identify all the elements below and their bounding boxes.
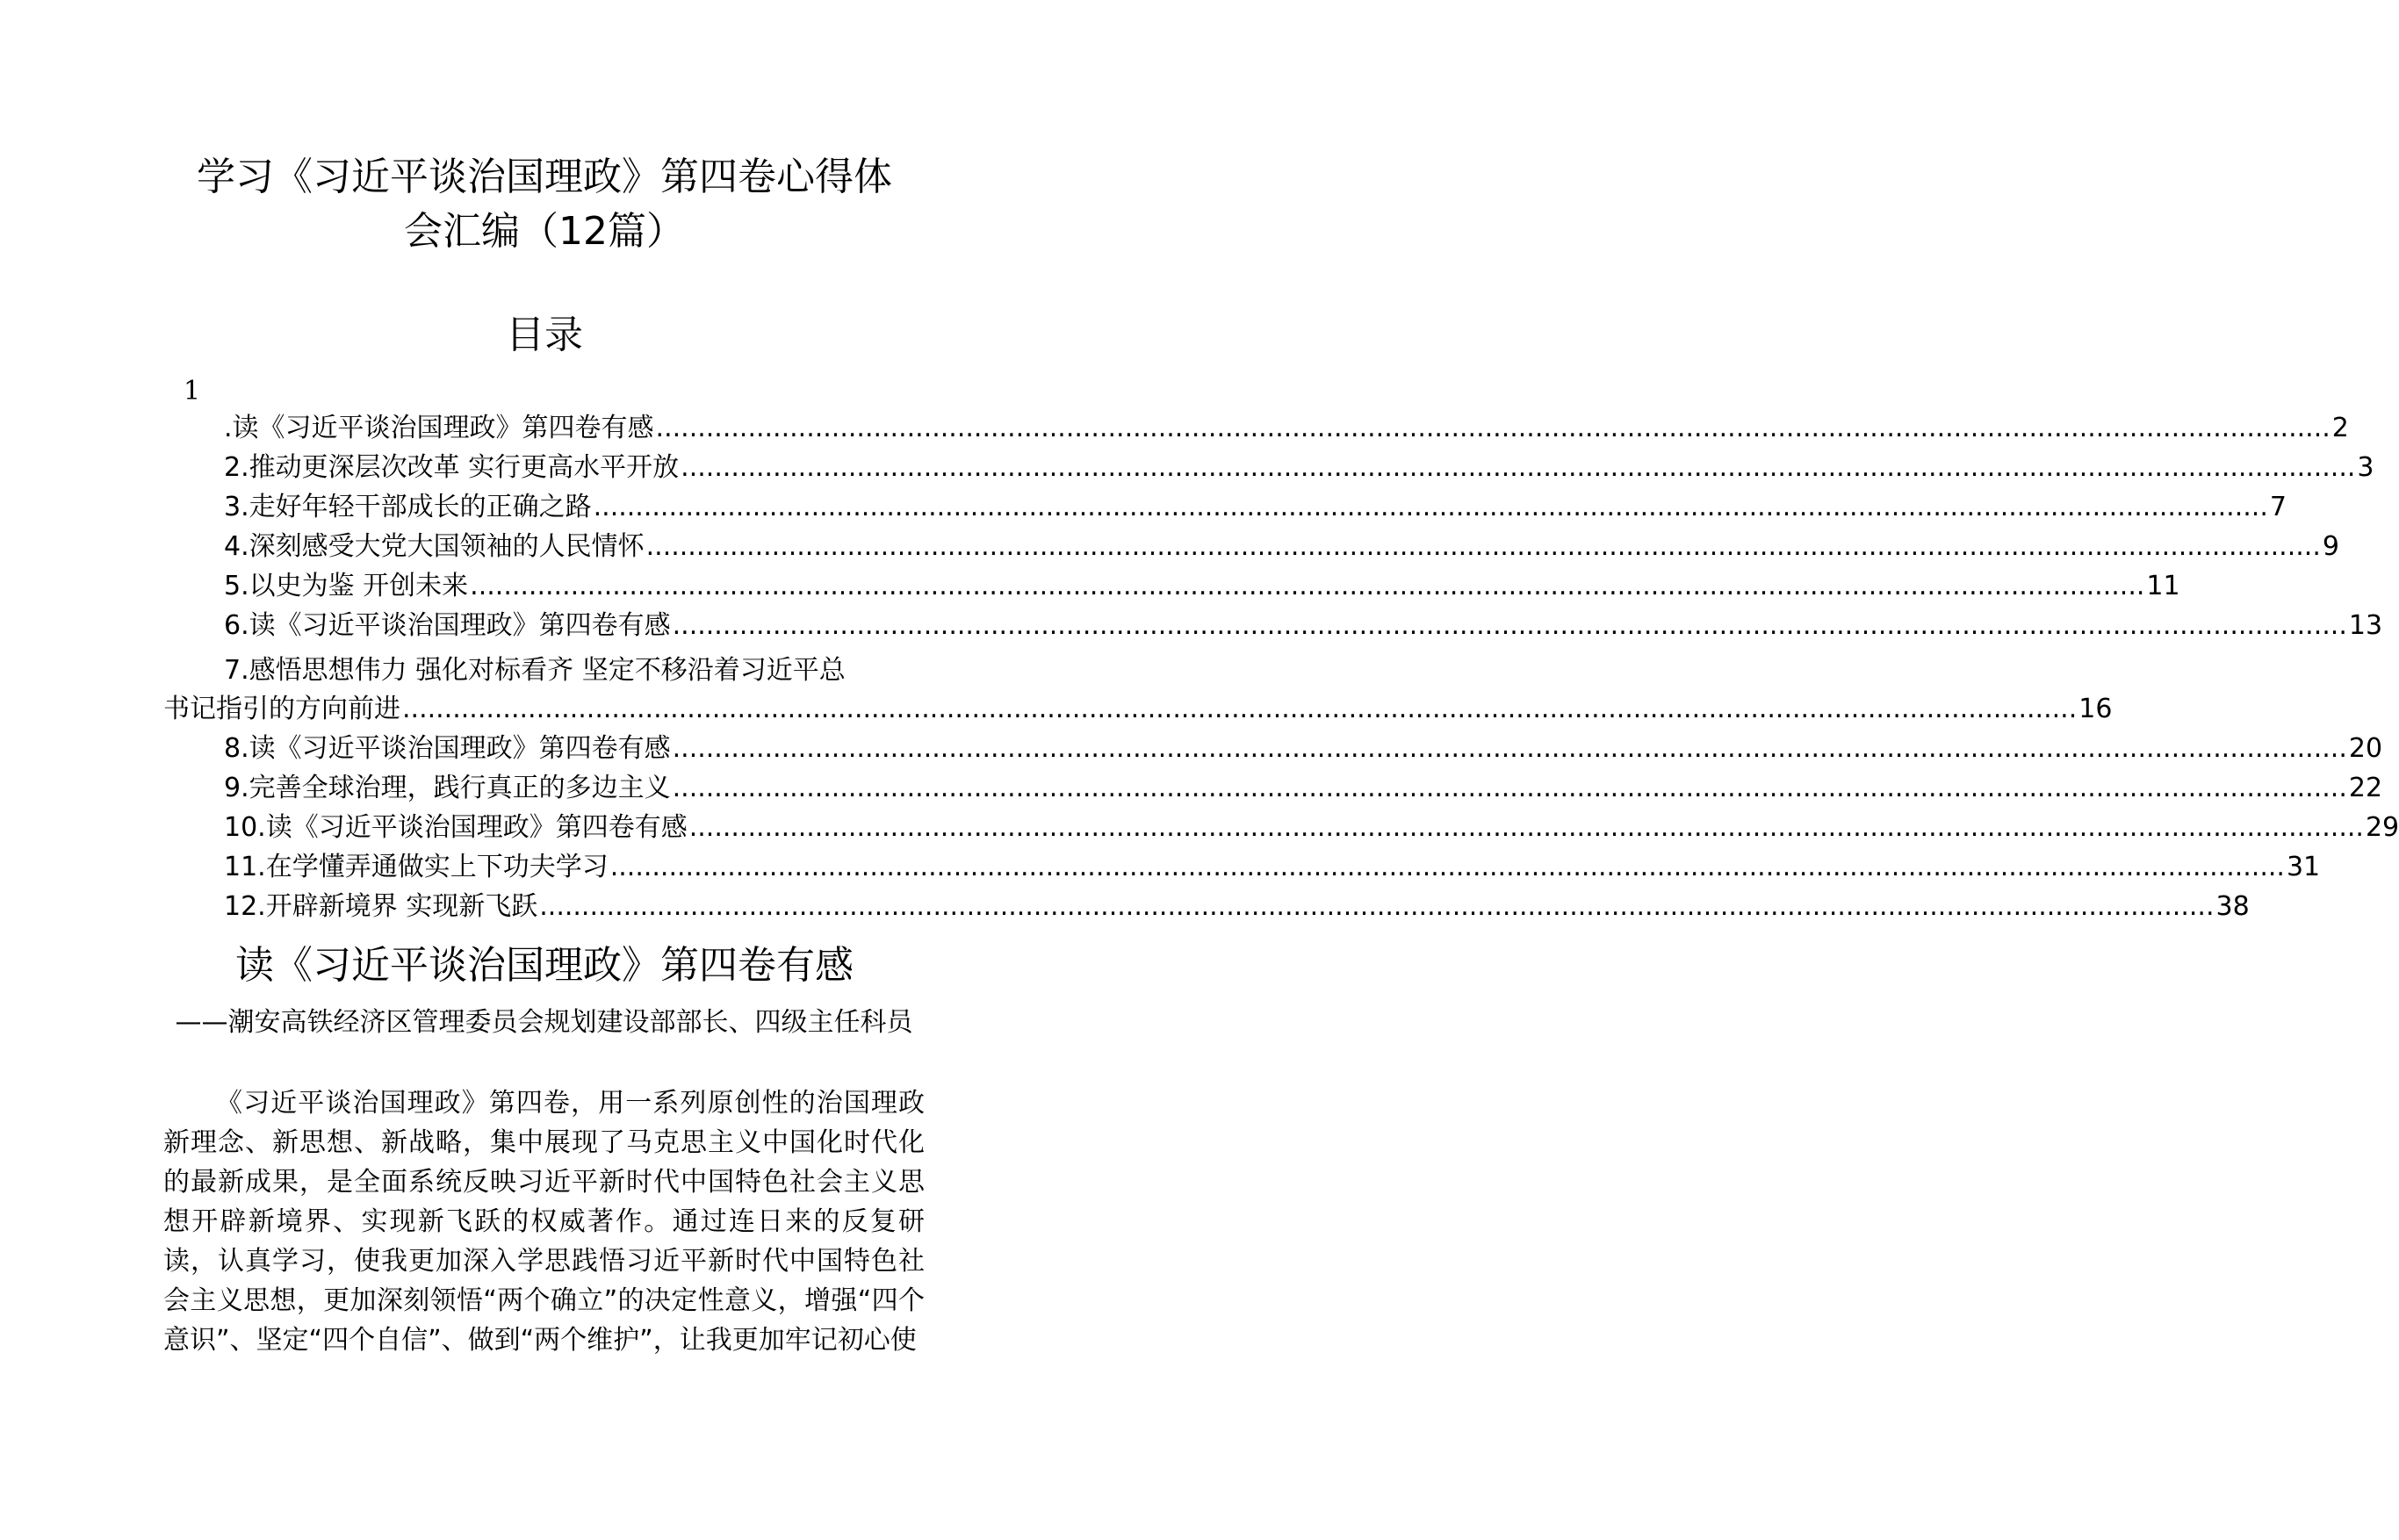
toc-item-page: 11 bbox=[2146, 571, 2180, 601]
toc-leader-dots: ........................................................................................................................................................................................................ bbox=[539, 891, 2215, 922]
toc-item-label-line-1[interactable]: 7.感悟思想伟力 强化对标看齐 坚定不移沿着习近平总 bbox=[224, 655, 846, 686]
toc-item[interactable] bbox=[224, 409, 2349, 448]
toc-leader-dots: ........................................................................................................................................................................................................ bbox=[470, 571, 2145, 601]
toc-item-page: 22 bbox=[2348, 773, 2383, 803]
toc-leader-dots: ........................................................................................................................................................................................................ bbox=[645, 531, 2321, 562]
toc-leader-dots: ........................................................................................................................................................................................................ bbox=[688, 812, 2364, 843]
toc-item-page: 29 bbox=[2365, 812, 2399, 843]
toc-item-label: 3.走好年轻干部成长的正确之路 bbox=[224, 492, 592, 522]
toc-item-label: 10.读《习近平谈治国理政》第四卷有感 bbox=[224, 812, 688, 843]
toc-item-label: 11.在学懂弄通做实上下功夫学习 bbox=[224, 852, 609, 882]
article-title: 读《习近平谈治国理政》第四卷有感 bbox=[235, 943, 854, 988]
toc-item[interactable] bbox=[224, 488, 2287, 527]
toc-item-page: 20 bbox=[2348, 733, 2383, 764]
toc-item-label: 书记指引的方向前进 bbox=[163, 694, 400, 724]
toc-item[interactable] bbox=[224, 528, 2339, 566]
toc-item-page: 7 bbox=[2269, 492, 2287, 522]
toc-start-number: 1 bbox=[184, 376, 201, 407]
article-byline: ——潮安高铁经济区管理委员会规划建设部部长、四级主任科员 bbox=[175, 1007, 913, 1038]
document-title-line-1: 学习《习近平谈治国理政》第四卷心得体 bbox=[197, 155, 892, 199]
toc-leader-dots: ........................................................................................................................................................................................................ bbox=[593, 492, 2268, 522]
toc-item-label: 4.深刻感受大党大国领袖的人民情怀 bbox=[224, 531, 645, 562]
toc-item[interactable] bbox=[224, 769, 2383, 808]
toc-item-page: 31 bbox=[2286, 852, 2321, 882]
toc-item-page: 16 bbox=[2078, 694, 2113, 724]
toc-leader-dots: ........................................................................................................................................................................................................ bbox=[672, 773, 2347, 803]
toc-leader-dots: ........................................................................................................................................................................................................ bbox=[402, 694, 2078, 724]
toc-item-page: 38 bbox=[2215, 891, 2250, 922]
toc-leader-dots: ........................................................................................................................................................................................................ bbox=[672, 733, 2347, 764]
toc-item[interactable] bbox=[224, 567, 2180, 606]
toc-item-page: 13 bbox=[2348, 610, 2383, 641]
toc-leader-dots: ........................................................................................................................................................................................................ bbox=[655, 413, 2331, 443]
toc-item-label: 6.读《习近平谈治国理政》第四卷有感 bbox=[224, 610, 671, 641]
toc-item-label: .读《习近平谈治国理政》第四卷有感 bbox=[224, 413, 654, 443]
toc-item[interactable] bbox=[224, 809, 2399, 847]
toc-item[interactable] bbox=[224, 449, 2374, 487]
toc-item[interactable] bbox=[224, 888, 2250, 926]
toc-item[interactable] bbox=[224, 607, 2383, 645]
toc-item[interactable] bbox=[224, 848, 2321, 887]
toc-leader-dots: ........................................................................................................................................................................................................ bbox=[609, 852, 2285, 882]
toc-item-label: 9.完善全球治理，践行真正的多边主义 bbox=[224, 773, 671, 803]
article-paragraph: 《习近平谈治国理政》第四卷，用一系列原创性的治国理政新理念、新思想、新战略，集中展现了马克思主义中国化时代化的最新成果，是全面系统反映习近平新时代中国特色社会主义思想开辟新境界、实现新飞跃的权威著作。通过连日来的反复研读，认真学习，使我更加深入学思践悟习近平新时代中国特色社会主义思想，更加深刻领悟“两个确立”的决定性意义，增强“四个意识”、坚定“四个自信”、做到“两个维护”，让我更加牢记初心使 bbox=[163, 1088, 925, 1356]
toc-heading: 目录 bbox=[506, 313, 583, 357]
toc-leader-dots: ........................................................................................................................................................................................................ bbox=[681, 452, 2356, 483]
toc-item[interactable] bbox=[163, 690, 2113, 729]
toc-item-label: 12.开辟新境界 实现新飞跃 bbox=[224, 891, 538, 922]
toc-item-label: 8.读《习近平谈治国理政》第四卷有感 bbox=[224, 733, 671, 764]
document-title-line-2: 会汇编（12篇） bbox=[404, 209, 685, 254]
toc-item-page: 9 bbox=[2322, 531, 2339, 562]
toc-item-label: 2.推动更深层次改革 实行更高水平开放 bbox=[224, 452, 680, 483]
toc-item-label: 5.以史为鉴 开创未来 bbox=[224, 571, 469, 601]
toc-item-page: 3 bbox=[2357, 452, 2374, 483]
toc-item[interactable] bbox=[224, 730, 2383, 768]
toc-leader-dots: ........................................................................................................................................................................................................ bbox=[672, 610, 2347, 641]
toc-item-page: 2 bbox=[2331, 413, 2349, 443]
